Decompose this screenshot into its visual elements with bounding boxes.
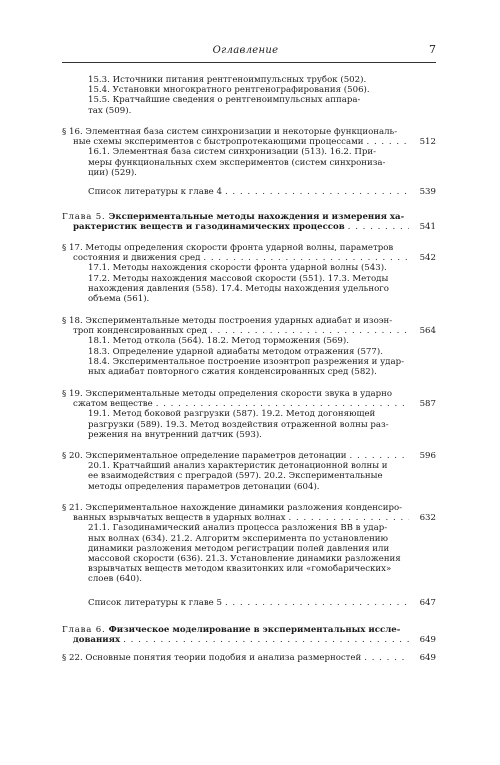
page-ref: 647 [419, 598, 436, 608]
subsection-text: ных адиабат повторного сжатия конденсированных сред (582). [88, 367, 377, 378]
page-ref: 632 [419, 513, 436, 524]
page-ref: 596 [419, 451, 436, 461]
subsection-text: разгрузки (589). 19.3. Метод воздействия отраженной волны раз- [88, 419, 389, 430]
page-ref: 541 [419, 222, 436, 233]
subsection-text: объема (561). [88, 294, 150, 305]
subsection-text: 15.3. Источники питания рентгеноимпульсных трубок (502). [88, 75, 367, 85]
toc-section-17[interactable] [62, 243, 436, 304]
subsection-text: нахождения давления (558). 17.4. Методы нахождения удельного [88, 283, 389, 294]
toc-section-18[interactable] [62, 316, 436, 377]
toc-chapter-6[interactable] [62, 625, 436, 645]
toc-subsection-group-15 [62, 75, 436, 116]
subsection-text: 18.4. Экспериментальное построение изоэнтроп разрежения и удар- [88, 356, 404, 367]
leader-dots [225, 598, 409, 608]
section-title: состояния и движения сред [73, 253, 201, 264]
section-title: § 17. Методы определения скорости фронта ударной волны, параметров [62, 243, 394, 253]
subsection-text: 18.3. Определение ударной адиабаты методом отражения (577). [88, 346, 383, 357]
subsection-text: режения на внутренний датчик (593). [88, 429, 262, 440]
page-ref: 539 [419, 187, 436, 197]
toc-chapter-5[interactable] [62, 212, 436, 232]
leader-dots [350, 451, 409, 461]
subsection-text: 18.1. Метод откола (564). 18.2. Метод торможения (569). [88, 336, 349, 347]
chapter-label: Глава 5. [62, 212, 106, 222]
section-title: сжатом веществе [73, 399, 153, 410]
section-title: § 16. Элементная база систем синхронизации и некоторые функциональ- [62, 127, 398, 137]
subsection-text: методы определения параметров детонации (604). [88, 481, 320, 492]
section-title: ные схемы экспериментов с быстропротекающими процессами [73, 137, 364, 148]
subsection-text: взрывчатых веществ методом квазитонких или «гомобарических» [88, 564, 392, 575]
subsection-text: меры функциональных схем экспериментов (систем синхрониза- [88, 157, 386, 168]
toc-section-20[interactable] [62, 451, 436, 492]
section-title: ванных взрывчатых веществ в ударных волнах [73, 513, 286, 524]
subsection-text: 16.1. Элементная база систем синхронизации (513). 16.2. При- [88, 147, 376, 158]
leader-dots [203, 253, 409, 263]
leader-dots [225, 187, 409, 197]
page-ref: 512 [419, 137, 436, 148]
subsection-text: тах (509). [88, 105, 132, 116]
leader-dots [364, 653, 409, 663]
toc-section-16[interactable] [62, 127, 436, 178]
header-rule [62, 62, 436, 63]
subsection-text: динамики разложения методом регистрации полей давления или [88, 543, 390, 554]
toc-bibliography-ch4[interactable] [62, 187, 436, 197]
page-ref: 587 [419, 399, 436, 410]
page-header [62, 45, 436, 56]
subsection-text: ции) (529). [88, 167, 137, 178]
subsection-text: 17.2. Методы нахождения массовой скорости (551). 17.3. Методы [88, 273, 389, 284]
subsection-text: 15.5. Кратчайшие сведения о рентгеноимпульсных аппара- [88, 95, 361, 106]
chapter-title-text: рактеристик веществ и газодинамических процессов [73, 222, 345, 233]
leader-dots [123, 635, 409, 645]
bibliography-title: Список литературы к главе 4 [88, 187, 222, 197]
chapter-label: Глава 6. [62, 625, 106, 635]
page-number: 7 [429, 43, 436, 56]
toc-section-22[interactable] [62, 653, 436, 663]
toc-section-21[interactable] [62, 503, 436, 585]
section-title: § 21. Экспериментальное нахождение динамики разложения конденсиро- [62, 503, 403, 513]
leader-dots [289, 513, 409, 523]
subsection-text: слоев (640). [88, 574, 142, 585]
section-title: § 19. Экспериментальные методы определения скорости звука в ударно [62, 389, 393, 399]
page-ref: 649 [419, 635, 436, 646]
toc-section-19[interactable] [62, 389, 436, 440]
chapter-title-text: дованиях [73, 635, 121, 646]
toc-bibliography-ch5[interactable] [62, 598, 436, 608]
section-title: § 20. Экспериментальное определение параметров детонации [62, 451, 347, 461]
page-ref: 564 [419, 326, 436, 337]
running-title: Оглавление [212, 45, 279, 56]
subsection-text: 20.1. Кратчайший анализ характеристик детонационной волны и [88, 461, 388, 472]
section-title: § 22. Основные понятия теории подобия и анализа размерностей [62, 653, 362, 663]
subsection-text: 19.1. Метод боковой разгрузки (587). 19.2. Метод догоняющей [88, 409, 376, 420]
subsection-text: ных волнах (634). 21.2. Алгоритм эксперимента по установлению [88, 533, 389, 544]
section-title: § 18. Экспериментальные методы построения ударных адиабат и изоэн- [62, 316, 393, 326]
chapter-title-text: Экспериментальные методы нахождения и измерения ха- [108, 212, 405, 222]
subsection-text: 15.4. Установки многократного рентгенографирования (506). [88, 85, 370, 96]
bibliography-title: Список литературы к главе 5 [88, 598, 222, 608]
subsection-text: 17.1. Методы нахождения скорости фронта ударной волны (543). [88, 263, 387, 274]
chapter-title-text: Физическое моделирование в экспериментальных иссле- [108, 625, 401, 635]
leader-dots [156, 399, 409, 409]
section-title: троп конденсированных сред [73, 326, 208, 337]
page-ref: 649 [419, 653, 436, 663]
leader-dots [210, 326, 409, 336]
section-title-line [62, 137, 436, 147]
leader-dots [348, 222, 409, 232]
chapter-title [62, 212, 436, 222]
leader-dots [366, 137, 409, 147]
subsection-text: 21.1. Газодинамический анализ процесса разложения ВВ в удар- [88, 523, 388, 534]
page-ref: 542 [419, 253, 436, 264]
chapter-title [62, 625, 436, 635]
subsection-text: массовой скорости (636). 21.3. Установление динамики разложения [88, 554, 401, 565]
subsection-text: ее взаимодействия с преградой (597). 20.2. Экспериментальные [88, 471, 383, 482]
